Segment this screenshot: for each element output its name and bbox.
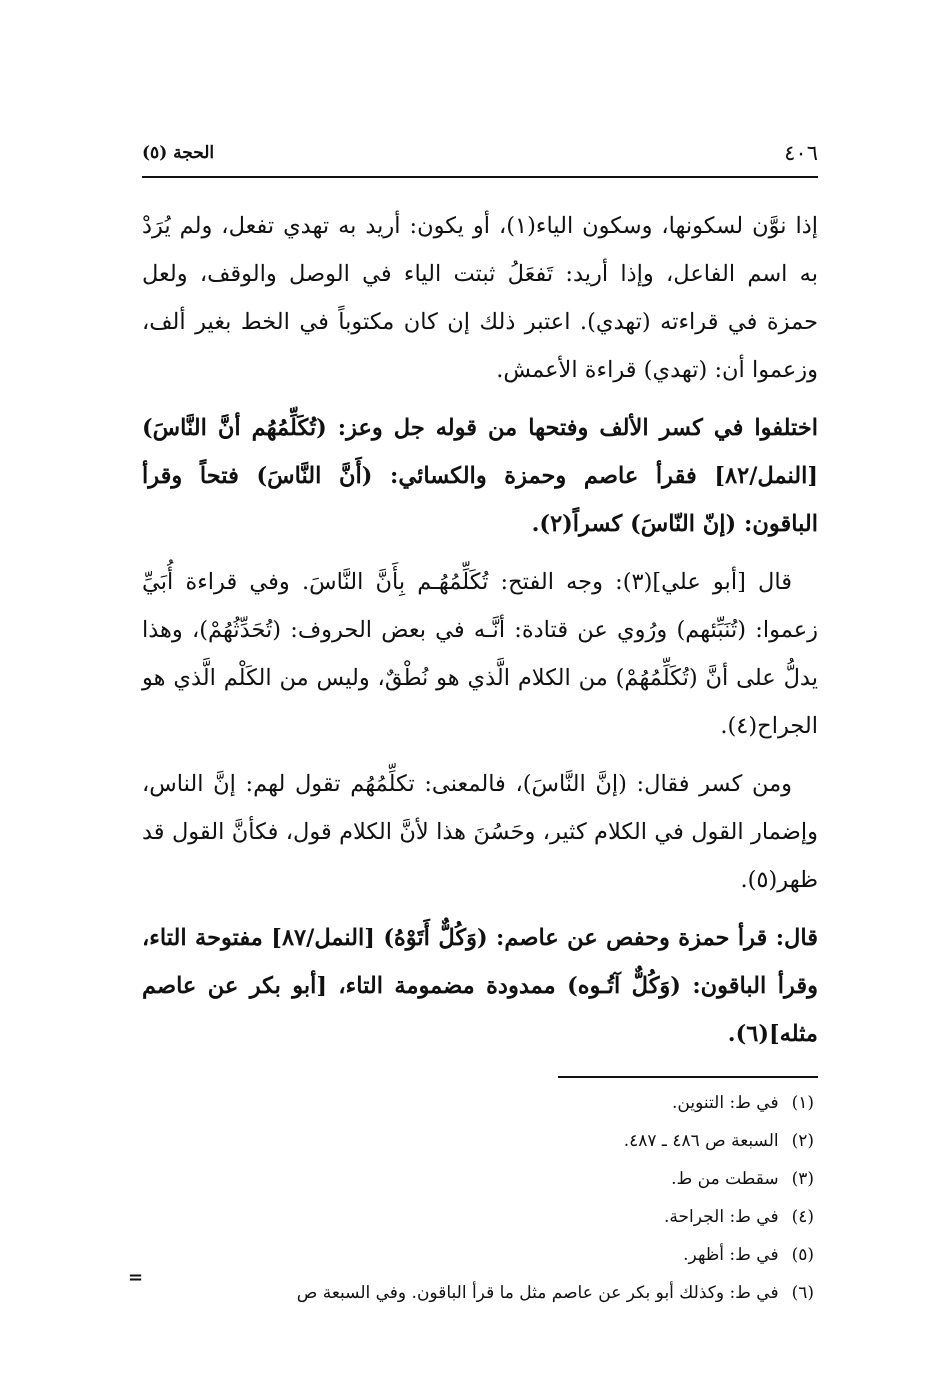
- footnote-number: (٦): [791, 1283, 814, 1303]
- footnote: [142, 1084, 818, 1122]
- footnote-text: في ط: أظهر.: [683, 1245, 779, 1265]
- footnote-text: سقطت من ط.: [671, 1169, 779, 1189]
- footnote: [142, 1198, 818, 1236]
- footnote: [142, 1274, 818, 1312]
- paragraph-3: قال [أبو علي](٣): وجه الفتح: تُكَلِّمُهُـم بِأَنَّ النَّاسَ. وفي قراءة أُبَيِّ زعموا: (تُنَبِّئهم) ورُوي عن قتادة: أنَّـه في بعض الحروف: (تُحَدِّثُهُمْ)، وهذا يدلُّ على أنَّ (تُكَلِّمُهُمْ) من الكلام الَّذي هو نُطْقٌ، وليس من الكَلْم الَّذي هو الجراح(٤).: [142, 569, 818, 739]
- footnote-number: (١): [791, 1093, 814, 1113]
- footnote-number: (٢): [791, 1131, 814, 1151]
- footnote: [142, 1160, 818, 1198]
- book-page: [142, 130, 818, 1312]
- paragraph-5: قال: قرأ حمزة وحفص عن عاصم: (وَكُلٌّ أَتَوْهُ) [النمل/٨٧] مفتوحة التاء، وقرأ الباقون: (وَكُلٌّ آتُـوه) ممدودة مضمومة التاء، [أبو بكر عن عاصم مثله](٦).: [142, 925, 818, 1047]
- paragraph-4: ومن كسر فقال: (إنَّ النَّاسَ)، فالمعنى: تكلِّمُهُم تقول لهم: إنَّ الناس، وإضمار القول في الكلام كثير، وحَسُنَ هذا لأنَّ الكلام قول، فكأنَّ القول قد ظهر(٥).: [142, 771, 818, 893]
- footnote-separator: [558, 1076, 818, 1078]
- running-title: الحجة (٥): [142, 143, 215, 163]
- footnote-number: (٤): [791, 1207, 814, 1227]
- page-number: ٤٠٦: [784, 141, 818, 165]
- main-text: [142, 202, 818, 1058]
- page-header: [142, 130, 818, 178]
- footnote-text: في ط: التنوين.: [672, 1093, 779, 1113]
- footnote: [142, 1122, 818, 1160]
- footnote-text: في ط: وكذلك أبو بكر عن عاصم مثل ما قرأ الباقون. وفي السبعة ص: [296, 1283, 779, 1303]
- paragraph-1: إذا نوَّن لسكونها، وسكون الياء(١)، أو يكون: أريد به تهدي تفعل، ولم يُرَدْ به اسم الفاعل، وإذا أريد: تَفعَلُ ثبتت الياء في الوصل والوقف، ولعل حمزة في قراءته (تهدي). اعتبر ذلك إن كان مكتوباً في الخط بغير ألف، وزعموا أن: (تهدي) قراءة الأعمش.: [142, 213, 818, 383]
- footnotes: [142, 1084, 818, 1312]
- continuation-mark: =: [128, 1267, 144, 1288]
- paragraph-2: اختلفوا في كسر الألف وفتحها من قوله جل وعز: (تُكَلِّمُهُم أنَّ النَّاسَ) [النمل/٨٢] فقرأ عاصم وحمزة والكسائي: (أَنَّ النَّاسَ) فتحاً وقرأ الباقون: (إنّ النّاسَ) كسراً(٢).: [142, 415, 818, 537]
- footnote: [142, 1236, 818, 1274]
- footnote-number: (٣): [791, 1169, 814, 1189]
- footnote-text: في ط: الجراحة.: [664, 1207, 779, 1227]
- footnote-number: (٥): [791, 1245, 814, 1265]
- footnote-text: السبعة ص ٤٨٦ ـ ٤٨٧.: [623, 1131, 779, 1151]
